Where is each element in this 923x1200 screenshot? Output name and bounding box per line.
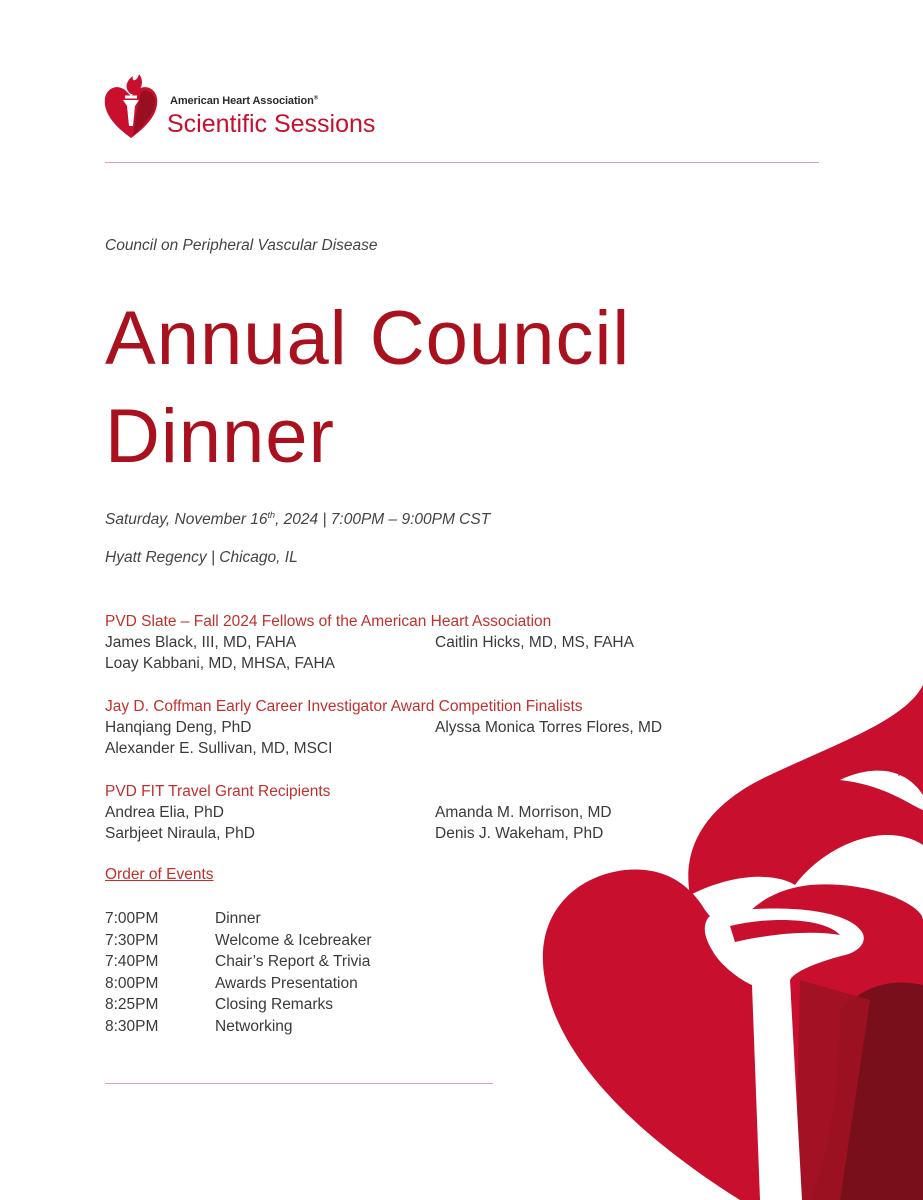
schedule-time: 7:30PM bbox=[105, 931, 159, 949]
event-venue: Hyatt Regency | Chicago, IL bbox=[105, 549, 298, 566]
section-fellows bbox=[105, 611, 755, 674]
schedule-event: Networking bbox=[215, 1017, 293, 1035]
event-date: Saturday, November 16th, 2024 | 7:00PM – 9:00PM CST bbox=[105, 510, 491, 529]
schedule-time: 7:40PM bbox=[105, 953, 159, 970]
schedule-row bbox=[105, 973, 372, 995]
section-title: PVD Slate – Fall 2024 Fellows of the American Heart Association bbox=[105, 613, 552, 630]
schedule-time: 8:00PM bbox=[105, 974, 159, 992]
schedule-row bbox=[105, 1016, 372, 1038]
schedule-event: Awards Presentation bbox=[215, 974, 358, 992]
schedule-event: Chair’s Report & Trivia bbox=[215, 953, 371, 970]
schedule-row bbox=[105, 930, 372, 952]
schedule-time: 7:00PM bbox=[105, 910, 159, 927]
schedule-event: Dinner bbox=[215, 910, 261, 927]
schedule-row bbox=[105, 951, 372, 973]
schedule-time: 8:30PM bbox=[105, 1017, 159, 1035]
name-list bbox=[105, 632, 755, 674]
schedule-event: Welcome & Icebreaker bbox=[215, 931, 372, 949]
list-item: Denis J. Wakeham, PhD bbox=[435, 825, 604, 842]
list-item: James Black, III, MD, FAHA bbox=[105, 634, 297, 651]
event-name: Scientific Sessions bbox=[167, 110, 376, 138]
heart-torch-graphic bbox=[540, 680, 923, 1200]
list-item: Andrea Elia, PhD bbox=[105, 804, 224, 821]
order-of-events-title: Order of Events bbox=[105, 866, 214, 883]
list-item: Caitlin Hicks, MD, MS, FAHA bbox=[435, 634, 634, 651]
schedule-row bbox=[105, 908, 372, 930]
list-item: Alexander E. Sullivan, MD, MSCI bbox=[105, 740, 333, 757]
event-schedule bbox=[105, 908, 372, 1037]
list-item: Loay Kabbani, MD, MHSA, FAHA bbox=[105, 655, 336, 672]
list-item: Alyssa Monica Torres Flores, MD bbox=[435, 719, 663, 736]
title-line-1: Annual Council bbox=[105, 296, 631, 381]
schedule-time: 8:25PM bbox=[105, 996, 159, 1013]
org-name: American Heart Association® bbox=[170, 95, 319, 107]
aha-heart-torch-logo bbox=[103, 70, 159, 140]
list-item: Hanqiang Deng, PhD bbox=[105, 719, 252, 736]
list-item: Amanda M. Morrison, MD bbox=[435, 804, 612, 821]
section-title: Jay D. Coffman Early Career Investigator Award Competition Finalists bbox=[105, 698, 583, 715]
title-line-2: Dinner bbox=[105, 394, 335, 479]
schedule-row bbox=[105, 994, 372, 1016]
council-name: Council on Peripheral Vascular Disease bbox=[105, 237, 378, 254]
section-title: PVD FIT Travel Grant Recipients bbox=[105, 783, 331, 800]
schedule-event: Closing Remarks bbox=[215, 996, 334, 1013]
page-title bbox=[105, 290, 805, 486]
top-divider bbox=[105, 162, 819, 163]
list-item: Sarbjeet Niraula, PhD bbox=[105, 825, 255, 842]
bottom-divider bbox=[105, 1083, 493, 1084]
